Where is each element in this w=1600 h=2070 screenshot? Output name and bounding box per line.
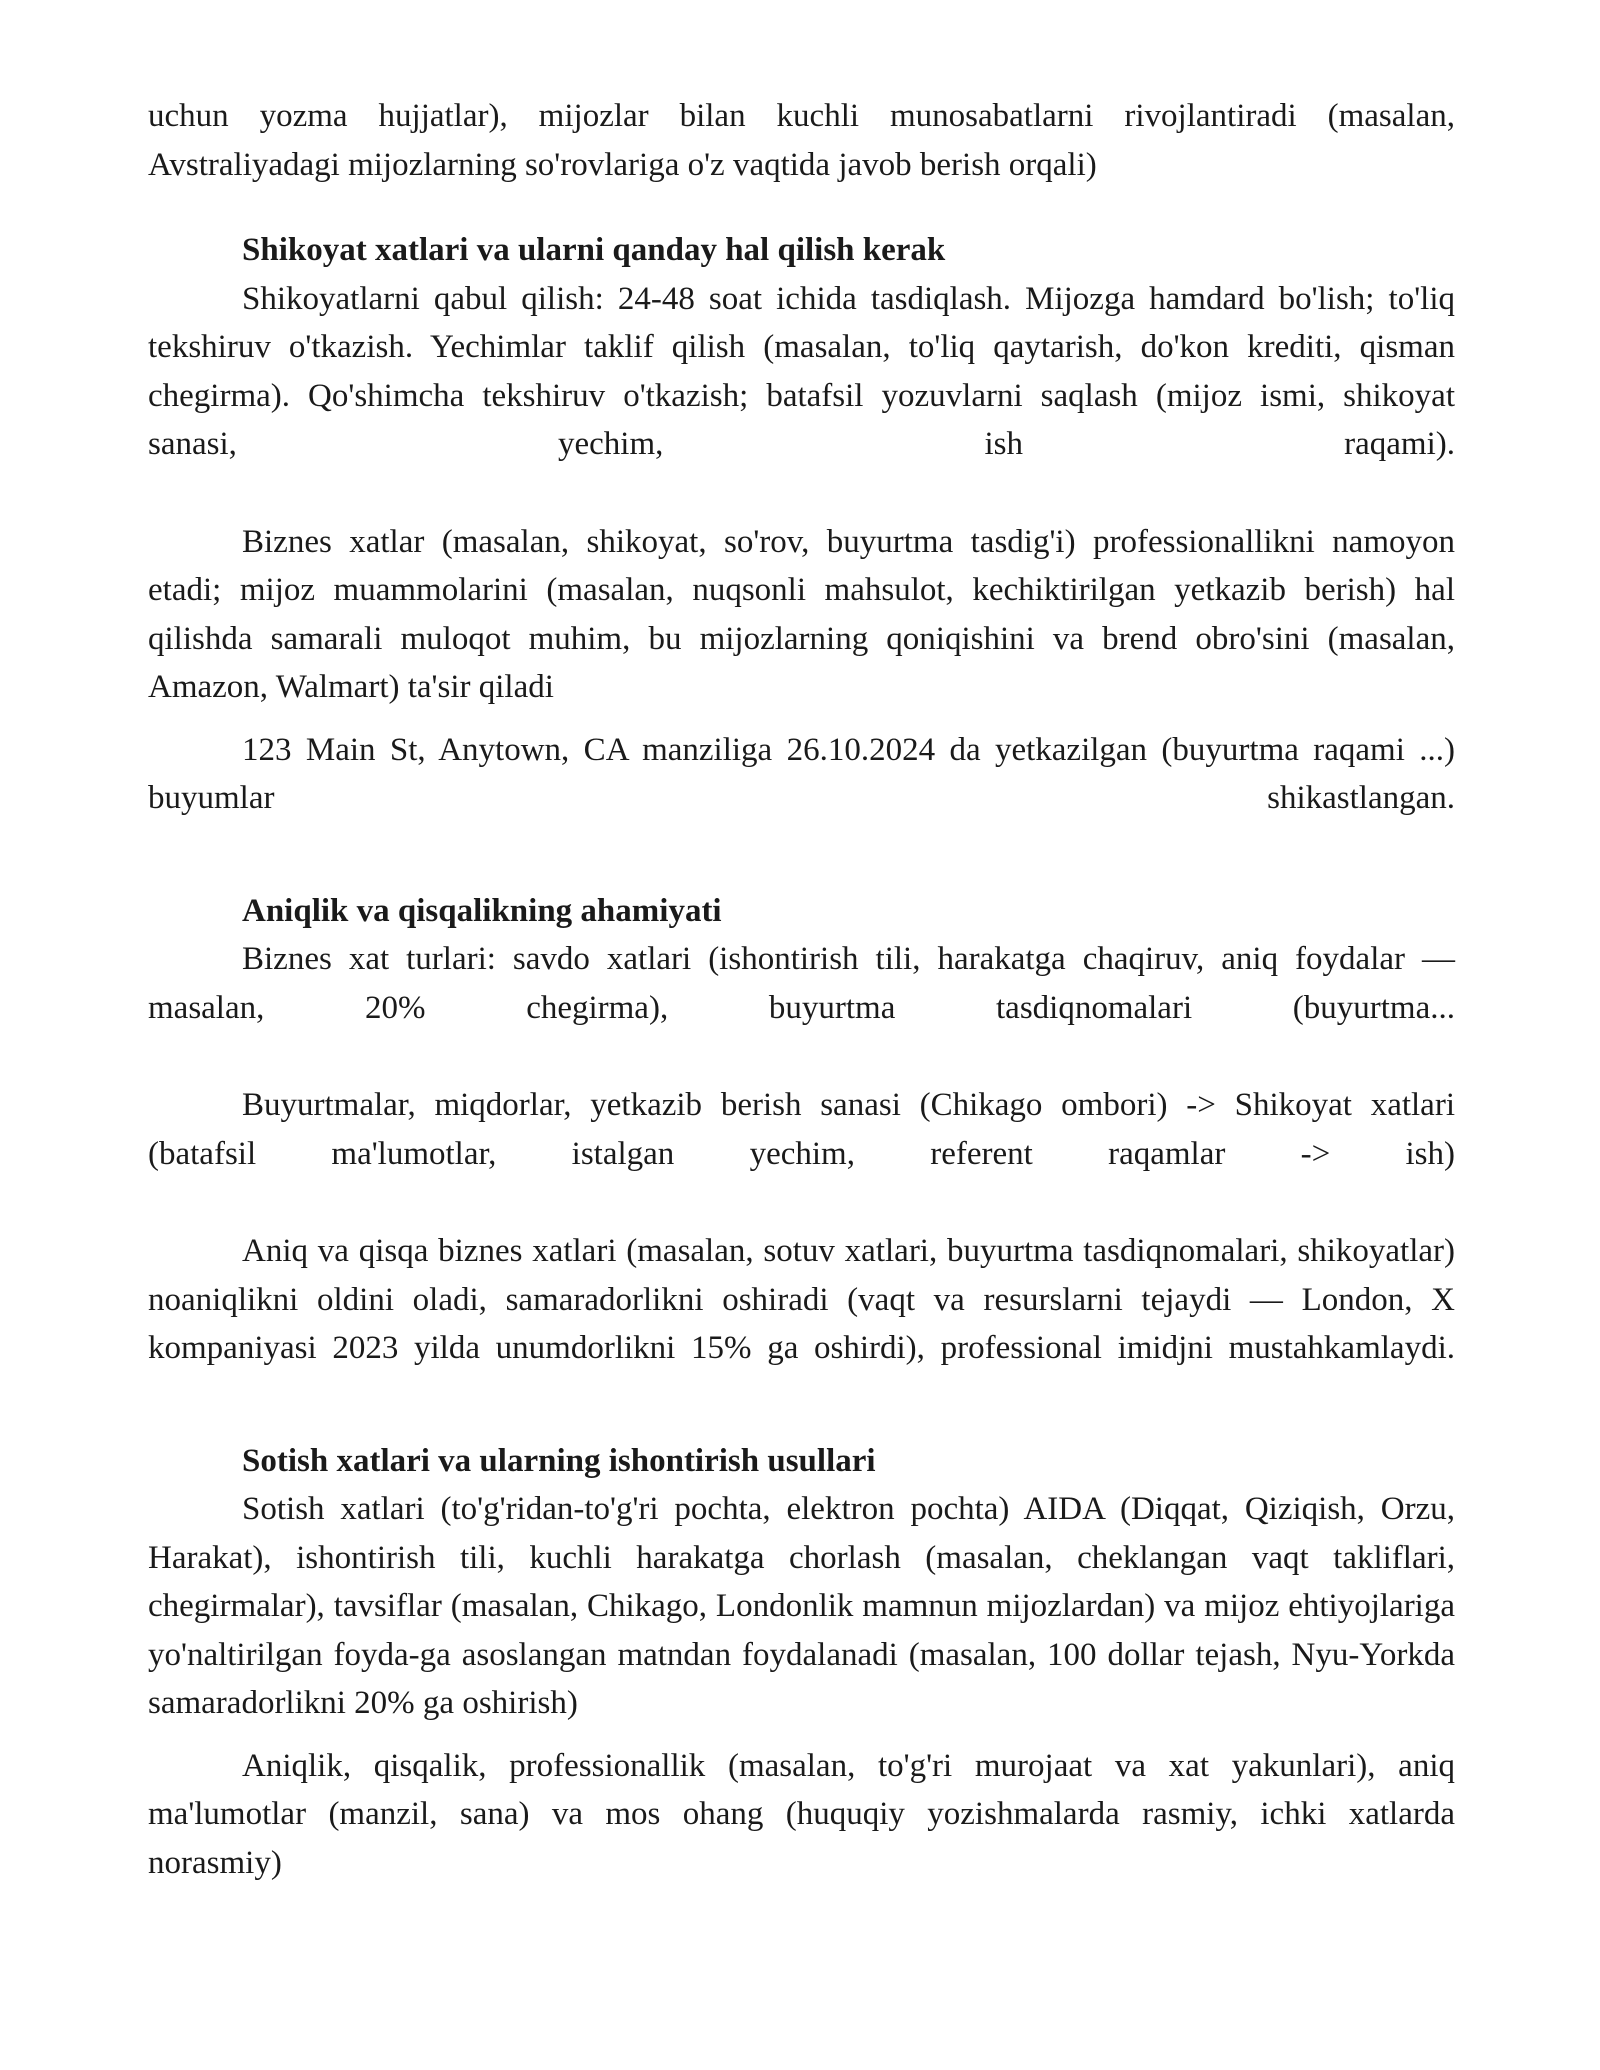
paragraph-address-example: 123 Main St, Anytown, CA manziliga 26.10.2024 da yetkazilgan (buyurtma raqami ...) buyumlar shikastlangan. bbox=[148, 731, 1455, 816]
heading-clarity-conciseness: Aniqlik va qisqalikning ahamiyati bbox=[242, 892, 722, 929]
document-page bbox=[148, 92, 1455, 1887]
paragraph-sales-letters: Sotish xatlari (to'g'ridan-to'g'ri pochta, elektron pochta) AIDA (Diqqat, Qiziqish, Orzu, Harakat), ishontirish tili, kuchli harakatga chorlash (masalan, cheklangan vaqt takliflari, chegirmalar), tavsiflar (masalan, Chikago, Londonlik mamnun mijozlardan) va mijoz ehtiyojlariga yo'naltirilgan foyda-ga asoslangan matndan foydalanadi (masalan, 100 dollar tejash, Nyu-Yorkda samaradorlikni 20% ga oshirish) bbox=[148, 1491, 1455, 1721]
paragraph-orders-complaints: Buyurtmalar, miqdorlar, yetkazib berish sanasi (Chikago ombori) -> Shikoyat xatlari (batafsil ma'lumotlar, istalgan yechim, referent raqamlar -> ish) bbox=[148, 1087, 1455, 1172]
paragraph-clarity-summary: Aniqlik, qisqalik, professionallik (masalan, to'g'ri murojaat va xat yakunlari), aniq ma'lumotlar (manzil, sana) va mos ohang (huquqiy yozishmalarda rasmiy, ichki xatlarda norasmiy) bbox=[148, 1747, 1455, 1881]
paragraph-business-letters: Biznes xatlar (masalan, shikoyat, so'rov, buyurtma tasdig'i) professionallikni namoyon etadi; mijoz muammolarini (masalan, nuqsonli mahsulot, kechiktirilgan yetkazib berish) hal qilishda samarali muloqot muhim, bu mijozlarning qoniqishini va brend obro'sini (masalan, Amazon, Walmart) ta'sir qiladi bbox=[148, 523, 1455, 705]
heading-sales-letters: Sotish xatlari va ularning ishontirish usullari bbox=[242, 1442, 876, 1479]
paragraph-clear-letters: Aniq va qisqa biznes xatlari (masalan, sotuv xatlari, buyurtma tasdiqnomalari, shikoyatlar) noaniqlikni oldini oladi, samaradorlikni oshiradi (vaqt va resurslarni tejaydi — London, X kompaniyasi 2023 yilda unumdorlikni 15% ga oshirdi), professional imidjni mustahkamlaydi. bbox=[148, 1233, 1455, 1366]
paragraph-complaint-handling: Shikoyatlarni qabul qilish: 24-48 soat ichida tasdiqlash. Mijozga hamdard bo'lish; to'liq tekshiruv o'tkazish. Yechimlar taklif qilish (masalan, to'liq qaytarish, do'kon krediti, qisman chegirma). Qo'shimcha tekshiruv o'tkazish; batafsil yozuvlarni saqlash (mijoz ismi, shikoyat sanasi, yechim, ish raqami). bbox=[148, 280, 1455, 462]
paragraph-intro-continuation: uchun yozma hujjatlar), mijozlar bilan kuchli munosabatlarni rivojlantiradi (masalan, Avstraliyadagi mijozlarning so'rovlariga o'z vaqtida javob berish orqali) bbox=[148, 98, 1455, 183]
paragraph-letter-types: Biznes xat turlari: savdo xatlari (ishontirish tili, harakatga chaqiruv, aniq foydalar —masalan, 20% chegirma), buyurtma tasdiqnomalari (buyurtma... bbox=[148, 941, 1455, 1026]
heading-complaint-letters: Shikoyat xatlari va ularni qanday hal qilish kerak bbox=[242, 232, 946, 268]
